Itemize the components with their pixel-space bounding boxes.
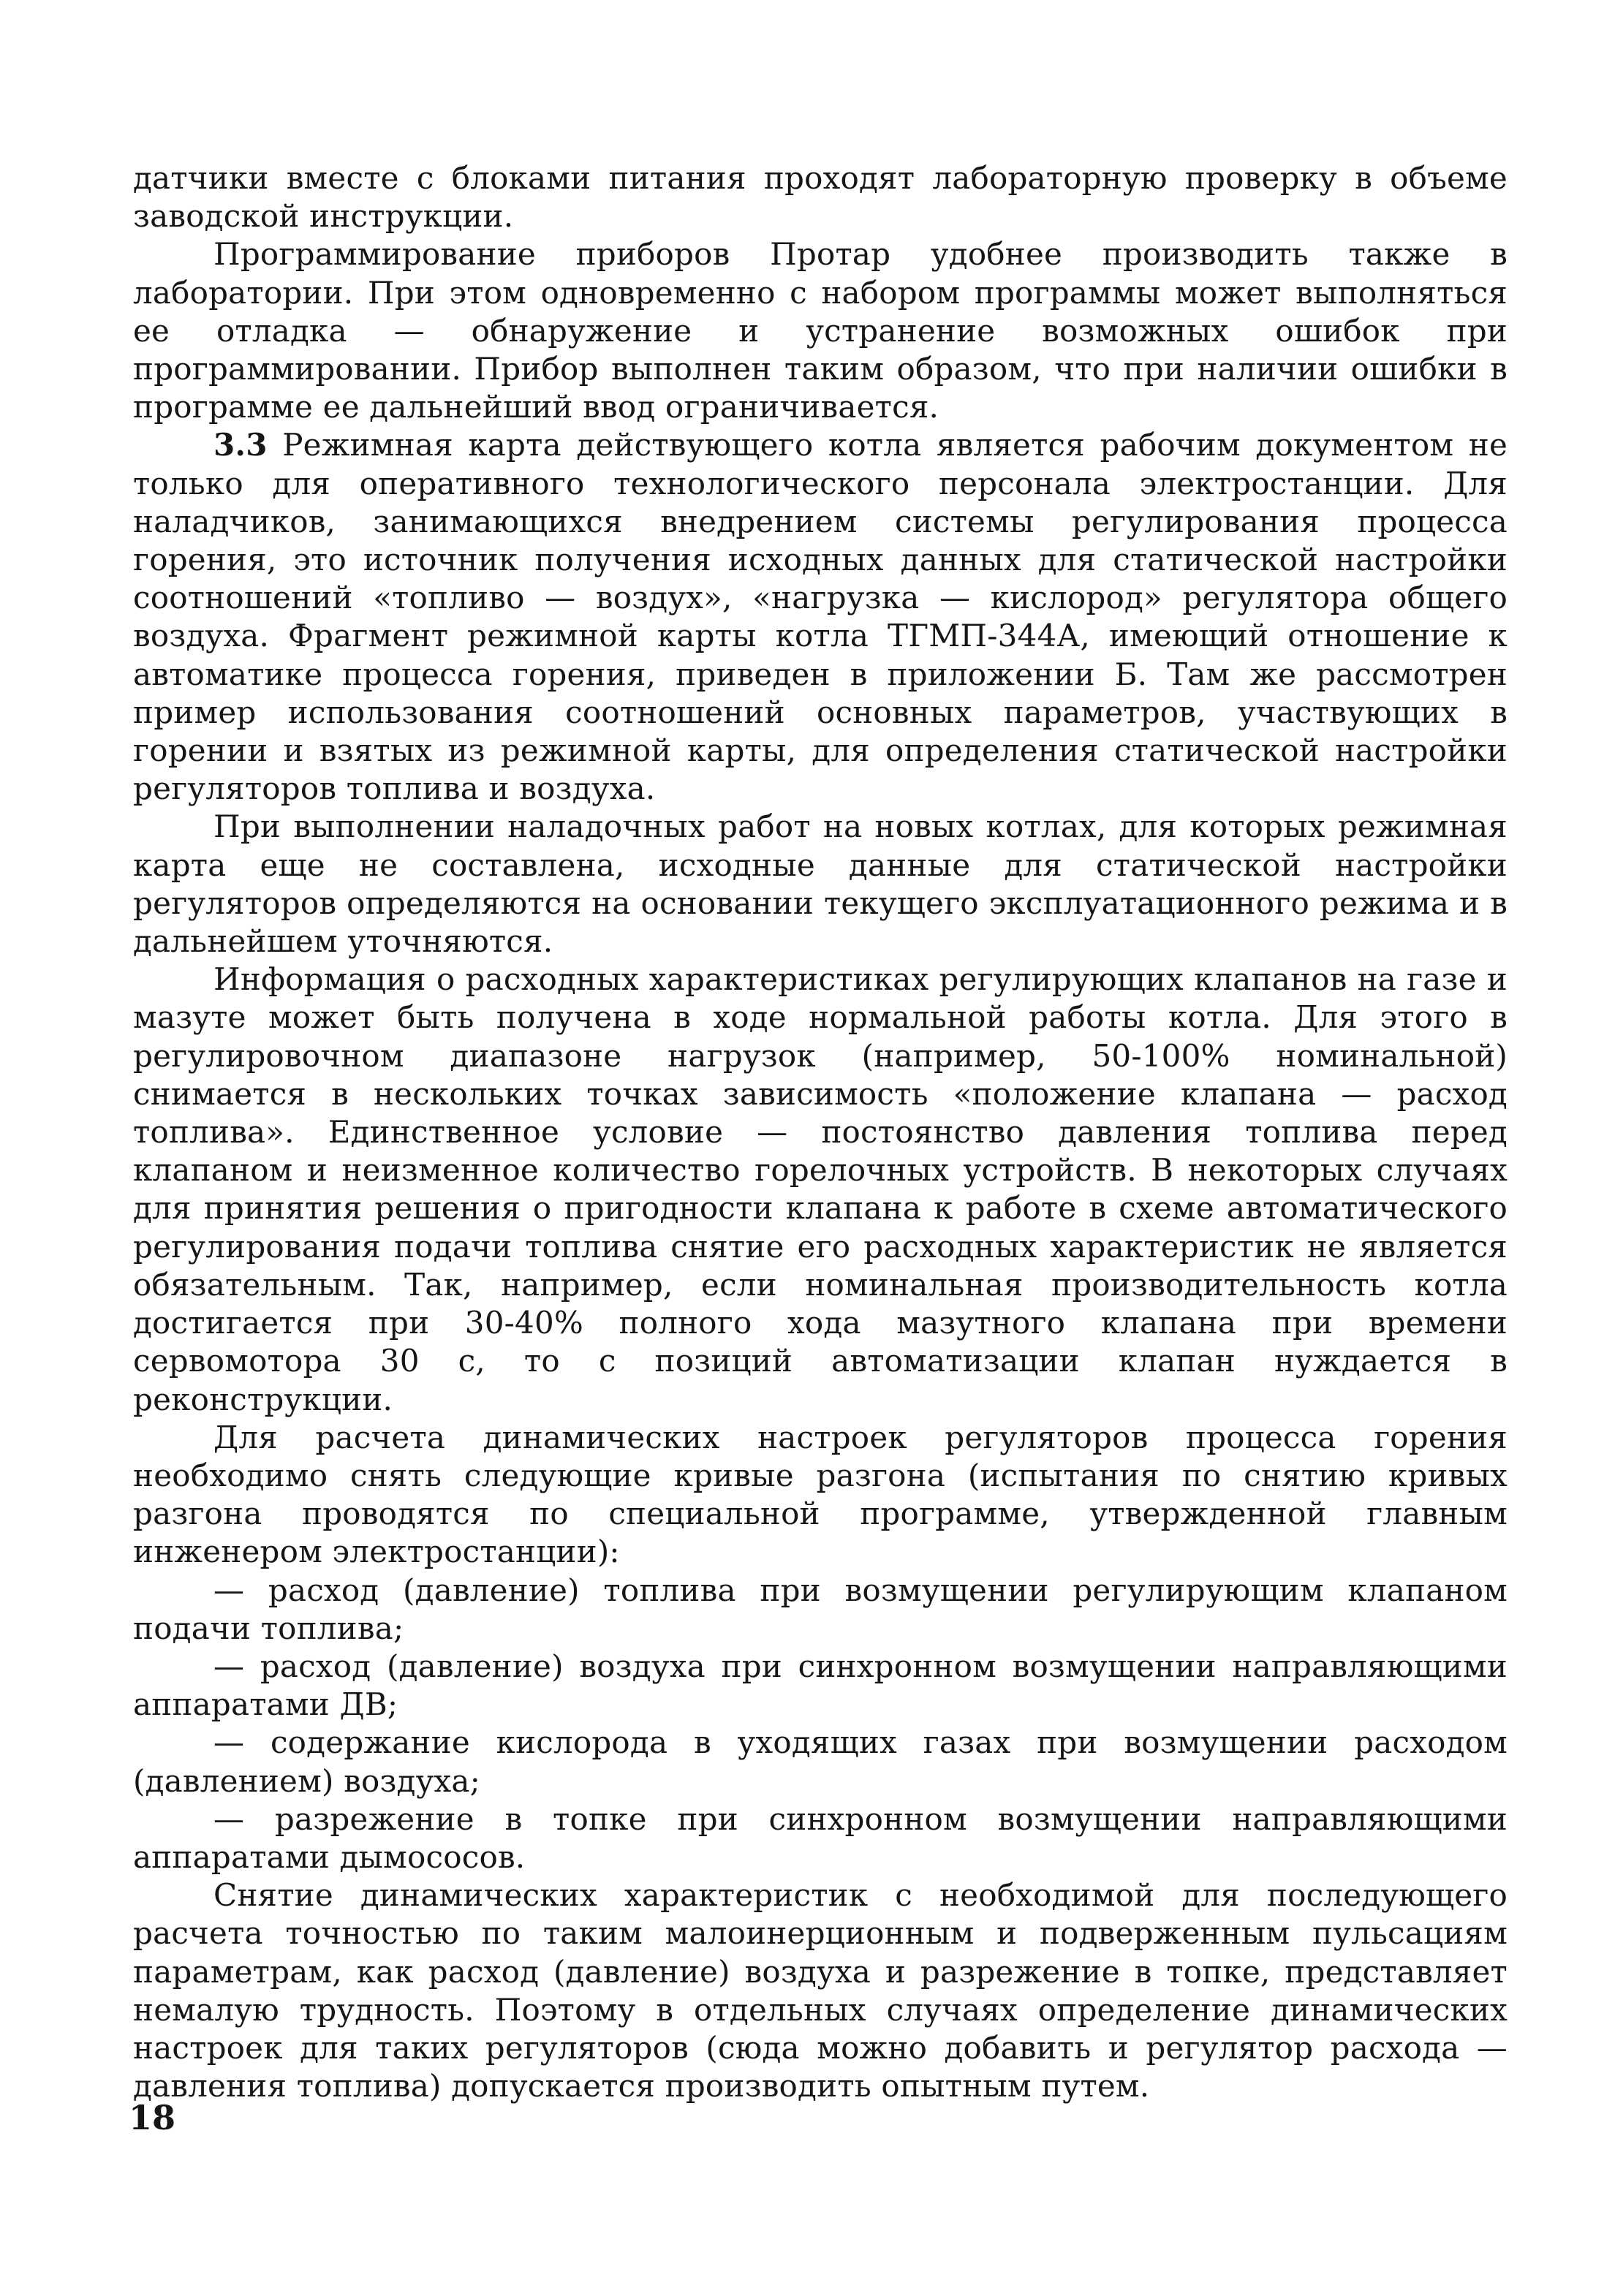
paragraph-dynamic-settings: Для расчета динамических настроек регуляторов процесса горения необходимо снять следующие кривые разгона (испытания по снятию кривых разгона проводятся по специальной программе, утвержденной главным инженером электростанции): bbox=[133, 1419, 1508, 1570]
paragraph-new-boilers: При выполнении наладочных работ на новых котлах, для которых режимная карта еще не составлена, исходные данные для статической настройки регуляторов определяются на основании текущего эксплуатационного режима и в дальнейшем уточняются. bbox=[133, 808, 1508, 960]
list-item-air-flow: — расход (давление) воздуха при синхронном возмущении направляющими аппаратами ДВ; bbox=[133, 1648, 1508, 1723]
paragraph-sensors-lab-check: датчики вместе с блоками питания проходят лабораторную проверку в объеме заводской инструкции. bbox=[133, 160, 1508, 235]
section-3-3-text: Режимная карта действующего котла является рабочим документом не только для оперативного технологического персонала электростанции. Для наладчиков, занимающихся внедрением системы регулирования процесса горения, это источник получения исходных данных для статической настройки соотношений «топливо — воздух», «нагрузка — кислород» регулятора общего воздуха. Фрагмент режимной карты котла ТГМП-344А, имеющий отношение к автоматике процесса горения, приведен в приложении Б. Там же рассмотрен пример использования соотношений основных параметров, участвующих в горении и взятых из режимной карты, для определения статической настройки регуляторов топлива и воздуха. bbox=[133, 427, 1508, 807]
section-number: 3.3 bbox=[213, 427, 268, 463]
list-item-fuel-flow: — расход (давление) топлива при возмущении регулирующим клапаном подачи топлива; bbox=[133, 1572, 1508, 1646]
list-item-oxygen: — содержание кислорода в уходящих газах при возмущении расходом (давлением) воздуха; bbox=[133, 1724, 1508, 1799]
page-number: 18 bbox=[129, 2098, 176, 2137]
page-body bbox=[133, 159, 1508, 2105]
paragraph-protar-programming: Программирование приборов Протар удобнее производить также в лаборатории. При этом одновременно с набором программы может выполняться ее отладка — обнаружение и устранение возможных ошибок при программировании. Прибор выполнен таким образом, что при наличии ошибки в программе ее дальнейший ввод ограничивается. bbox=[133, 236, 1508, 425]
list-item-furnace-vacuum: — разрежение в топке при синхронном возмущении направляющими аппаратами дымососов. bbox=[133, 1800, 1508, 1875]
paragraph-valve-characteristics: Информация о расходных характеристиках регулирующих клапанов на газе и мазуте может быть получена в ходе нормальной работы котла. Для этого в регулировочном диапазоне нагрузок (например, 50-100% номинальной) снимается в нескольких точках зависимость «положение клапана — расход топлива». Единственное условие — постоянство давления топлива перед клапаном и неизменное количество горелочных устройств. В некоторых случаях для принятия решения о пригодности клапана к работе в схеме автоматического регулирования подачи топлива снятие его расходных характеристик не является обязательным. Так, например, если номинальная производительность котла достигается при 30-40% полного хода мазутного клапана при времени сервомотора 30 с, то с позиций автоматизации клапан нуждается в реконструкции. bbox=[133, 961, 1508, 1417]
paragraph-section-3-3 bbox=[133, 426, 1508, 808]
paragraph-dynamic-characteristics: Снятие динамических характеристик с необходимой для последующего расчета точностью по таким малоинерционным и подверженным пульсациям параметрам, как расход (давление) воздуха и разрежение в топке, представляет немалую трудность. Поэтому в отдельных случаях определение динамических настроек для таких регуляторов (сюда можно добавить и регулятор расхода — давления топлива) допускается производить опытным путем. bbox=[133, 1877, 1508, 2104]
